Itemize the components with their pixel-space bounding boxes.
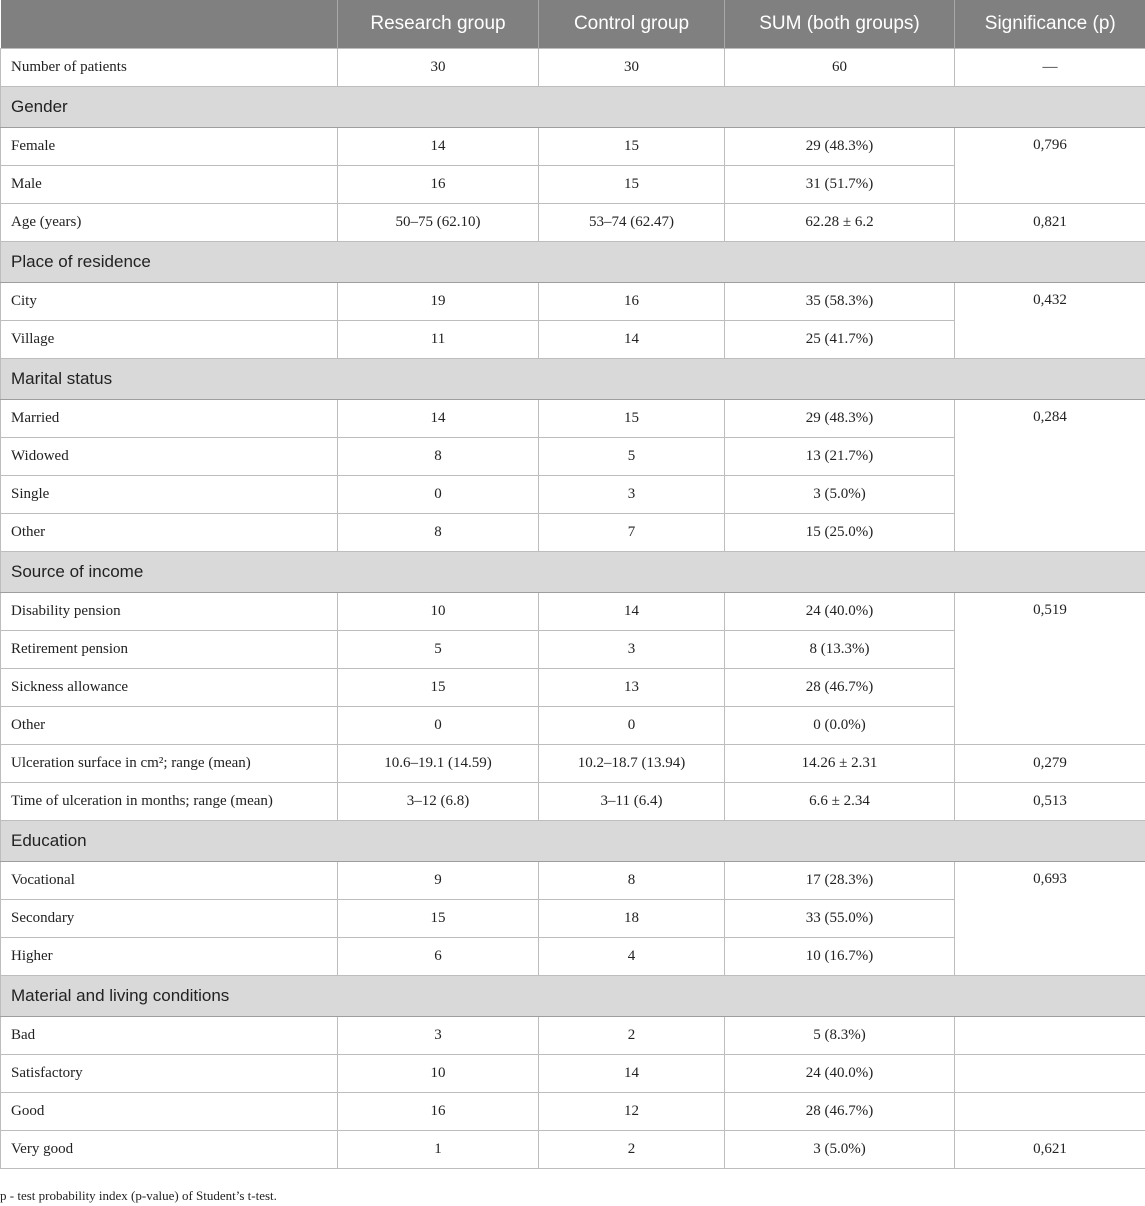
significance-cell: 0,621	[955, 1131, 1145, 1169]
table-cell: 29 (48.3%)	[725, 400, 955, 438]
significance-cell: 0,796	[955, 128, 1145, 204]
table-cell: 11	[338, 321, 539, 359]
table-cell: 8	[338, 438, 539, 476]
table-cell: 14	[338, 400, 539, 438]
row-label: Ulceration surface in cm²; range (mean)	[1, 745, 338, 783]
column-header: Control group	[539, 0, 725, 49]
row-label: City	[1, 283, 338, 321]
table-cell: 8	[539, 862, 725, 900]
significance-cell: 0,284	[955, 400, 1145, 552]
table-cell: 10.2–18.7 (13.94)	[539, 745, 725, 783]
table-cell: 16	[338, 166, 539, 204]
section-row	[1, 242, 1145, 283]
table-cell: 24 (40.0%)	[725, 593, 955, 631]
row-label: Vocational	[1, 862, 338, 900]
significance-cell: 0,279	[955, 745, 1145, 783]
table-cell: 10	[338, 593, 539, 631]
row-label: Very good	[1, 1131, 338, 1169]
table-cell: 0	[338, 476, 539, 514]
significance-cell: 0,519	[955, 593, 1145, 745]
table-row	[1, 1093, 1145, 1131]
table-cell: 2	[539, 1131, 725, 1169]
table-row	[1, 593, 1145, 631]
row-label: Male	[1, 166, 338, 204]
table-row	[1, 128, 1145, 166]
table-row	[1, 1017, 1145, 1055]
table-cell: 12	[539, 1093, 725, 1131]
table-cell: 13	[539, 669, 725, 707]
table-cell: 53–74 (62.47)	[539, 204, 725, 242]
table-body	[1, 49, 1145, 1169]
row-label: Age (years)	[1, 204, 338, 242]
table-row	[1, 400, 1145, 438]
row-label: Sickness allowance	[1, 669, 338, 707]
table-footnote: p - test probability index (p-value) of Student’s t-test.	[0, 1188, 277, 1203]
table-cell: 14	[539, 593, 725, 631]
section-label: Gender	[1, 87, 1145, 128]
table-cell: 5 (8.3%)	[725, 1017, 955, 1055]
row-label: Higher	[1, 938, 338, 976]
table-cell: 10.6–19.1 (14.59)	[338, 745, 539, 783]
table-cell: 16	[338, 1093, 539, 1131]
table-row	[1, 49, 1145, 87]
table-cell: 3 (5.0%)	[725, 476, 955, 514]
table-cell: 8 (13.3%)	[725, 631, 955, 669]
row-label: Female	[1, 128, 338, 166]
table-cell: 28 (46.7%)	[725, 669, 955, 707]
table-cell: 18	[539, 900, 725, 938]
row-label: Bad	[1, 1017, 338, 1055]
row-label: Single	[1, 476, 338, 514]
table-cell: 30	[539, 49, 725, 87]
table-cell: 15	[338, 669, 539, 707]
table-cell: 1	[338, 1131, 539, 1169]
table-header	[1, 0, 1145, 49]
significance-cell	[955, 1055, 1145, 1093]
table-cell: 14.26 ± 2.31	[725, 745, 955, 783]
table-cell: 15	[539, 400, 725, 438]
row-label: Good	[1, 1093, 338, 1131]
table-cell: 2	[539, 1017, 725, 1055]
table-cell: 24 (40.0%)	[725, 1055, 955, 1093]
table-row	[1, 204, 1145, 242]
table-cell: 14	[539, 1055, 725, 1093]
table-cell: 3–11 (6.4)	[539, 783, 725, 821]
column-header: SUM (both groups)	[725, 0, 955, 49]
table-cell: 3	[539, 476, 725, 514]
table-cell: 7	[539, 514, 725, 552]
table-cell: 3–12 (6.8)	[338, 783, 539, 821]
table-cell: 4	[539, 938, 725, 976]
column-header: Significance (p)	[955, 0, 1145, 49]
table-cell: 8	[338, 514, 539, 552]
table-cell: 0	[539, 707, 725, 745]
significance-cell: 0,432	[955, 283, 1145, 359]
section-row	[1, 359, 1145, 400]
row-label: Disability pension	[1, 593, 338, 631]
row-label: Retirement pension	[1, 631, 338, 669]
table-row	[1, 1131, 1145, 1169]
section-label: Source of income	[1, 552, 1145, 593]
row-label: Satisfactory	[1, 1055, 338, 1093]
table-cell: 13 (21.7%)	[725, 438, 955, 476]
column-header: Research group	[338, 0, 539, 49]
section-label: Education	[1, 821, 1145, 862]
table-cell: 3	[338, 1017, 539, 1055]
section-row	[1, 976, 1145, 1017]
table-cell: 3 (5.0%)	[725, 1131, 955, 1169]
row-label: Married	[1, 400, 338, 438]
table-cell: 0	[338, 707, 539, 745]
table-row	[1, 862, 1145, 900]
table-cell: 6.6 ± 2.34	[725, 783, 955, 821]
table-cell: 10 (16.7%)	[725, 938, 955, 976]
significance-cell	[955, 1017, 1145, 1055]
row-label: Other	[1, 514, 338, 552]
significance-cell: 0,821	[955, 204, 1145, 242]
table-cell: 17 (28.3%)	[725, 862, 955, 900]
table-cell: 10	[338, 1055, 539, 1093]
row-label: Time of ulceration in months; range (mean)	[1, 783, 338, 821]
row-label: Widowed	[1, 438, 338, 476]
row-label: Village	[1, 321, 338, 359]
table-cell: 25 (41.7%)	[725, 321, 955, 359]
table-cell: 30	[338, 49, 539, 87]
significance-cell: —	[955, 49, 1145, 87]
table-cell: 28 (46.7%)	[725, 1093, 955, 1131]
table-cell: 3	[539, 631, 725, 669]
table-cell: 33 (55.0%)	[725, 900, 955, 938]
table-cell: 15 (25.0%)	[725, 514, 955, 552]
header-row	[1, 0, 1145, 49]
table-cell: 50–75 (62.10)	[338, 204, 539, 242]
table-cell: 15	[539, 166, 725, 204]
significance-cell	[955, 1093, 1145, 1131]
section-label: Marital status	[1, 359, 1145, 400]
section-row	[1, 552, 1145, 593]
table-cell: 62.28 ± 6.2	[725, 204, 955, 242]
column-header	[1, 0, 338, 49]
table-cell: 0 (0.0%)	[725, 707, 955, 745]
section-row	[1, 87, 1145, 128]
row-label: Number of patients	[1, 49, 338, 87]
table-cell: 14	[338, 128, 539, 166]
row-label: Secondary	[1, 900, 338, 938]
table-cell: 19	[338, 283, 539, 321]
table-cell: 6	[338, 938, 539, 976]
table-cell: 35 (58.3%)	[725, 283, 955, 321]
table-row	[1, 783, 1145, 821]
table-row	[1, 745, 1145, 783]
table-cell: 15	[539, 128, 725, 166]
section-label: Material and living conditions	[1, 976, 1145, 1017]
table-cell: 16	[539, 283, 725, 321]
table-cell: 5	[338, 631, 539, 669]
section-row	[1, 821, 1145, 862]
table-cell: 14	[539, 321, 725, 359]
table-cell: 15	[338, 900, 539, 938]
table-row	[1, 1055, 1145, 1093]
table-cell: 31 (51.7%)	[725, 166, 955, 204]
table-row	[1, 283, 1145, 321]
table-cell: 60	[725, 49, 955, 87]
table-cell: 29 (48.3%)	[725, 128, 955, 166]
significance-cell: 0,513	[955, 783, 1145, 821]
section-label: Place of residence	[1, 242, 1145, 283]
table-cell: 9	[338, 862, 539, 900]
significance-cell: 0,693	[955, 862, 1145, 976]
row-label: Other	[1, 707, 338, 745]
table-cell: 5	[539, 438, 725, 476]
